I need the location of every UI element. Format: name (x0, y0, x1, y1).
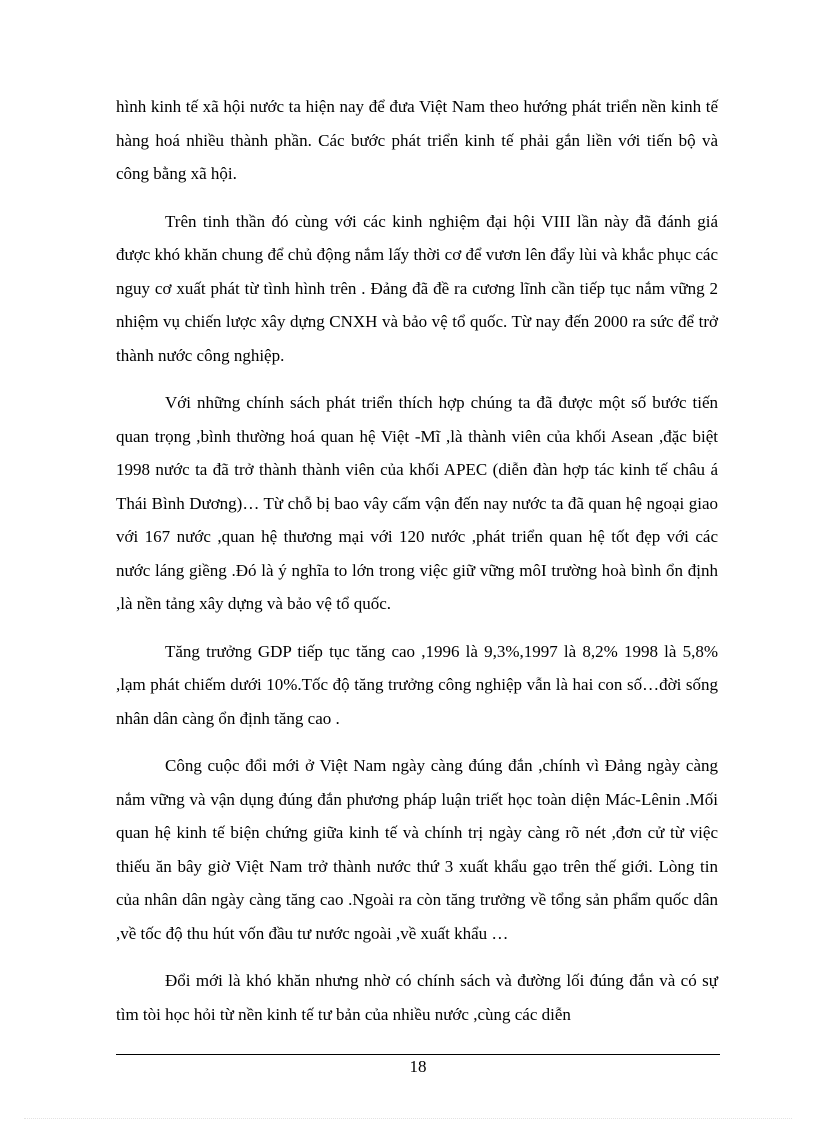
paragraph-5: Công cuộc đổi mới ở Việt Nam ngày càng đúng đắn ,chính vì Đảng ngày càng nắm vững và vận dụng đúng đắn phương pháp luận triết học toàn diện Mác-Lênin .Mối quan hệ kinh tế biện chứng giữa kinh tế và chính trị ngày càng rõ nét ,đơn cử từ việc thiếu ăn bây giờ Việt Nam trở thành nước thứ 3 xuất khẩu gạo trên thế giới. Lòng tin của nhân dân ngày càng tăng cao .Ngoài ra còn tăng trưởng về tổng sản phẩm quốc dân ,về tốc độ thu hút vốn đầu tư nước ngoài ,về xuất khẩu … (116, 756, 718, 943)
page-number: 18 (409, 1057, 427, 1076)
paragraph-2: Trên tinh thần đó cùng với các kinh nghiệm đại hội VIII lần này đã đánh giá được khó khăn chung để chủ động nắm lấy thời cơ để vươn lên đẩy lùi và khắc phục các nguy cơ xuất phát từ tình hình trên . Đảng đã đề ra cương lĩnh cần tiếp tục nắm vững 2 nhiệm vụ chiến lược xây dựng CNXH và bảo vệ tổ quốc. Từ nay đến 2000 ra sức để trở thành nước công nghiệp. (116, 211, 718, 365)
footer-divider (116, 1054, 720, 1055)
page-bottom-border (24, 1118, 792, 1119)
paragraph-1: hình kinh tế xã hội nước ta hiện nay để đưa Việt Nam theo hướng phát triển nền kinh tế hàng hoá nhiều thành phần. Các bước phát triển kinh tế phải gắn liền với tiến bộ và công bằng xã hội. (116, 97, 718, 183)
body-text (116, 90, 718, 1045)
paragraph-3: Với những chính sách phát triển thích hợp chúng ta đã được một số bước tiến quan trọng ,bình thường hoá quan hệ Việt -Mĩ ,là thành viên của khối Asean ,đặc biệt 1998 nước ta đã trở thành thành viên của khối APEC (diễn đàn hợp tác kinh tế châu á Thái Bình Dương)… Từ chỗ bị bao vây cấm vận đến nay nước ta đã quan hệ ngoại giao với 167 nước ,quan hệ thương mại với 120 nước ,phát triển quan hệ tốt đẹp với các nước láng giềng .Đó là ý nghĩa to lớn trong việc giữ vững môI trường hoà bình ổn định ,là nền tảng xây dựng và bảo vệ tổ quốc. (116, 393, 718, 613)
paragraph-4: Tăng trưởng GDP tiếp tục tăng cao ,1996 là 9,3%,1997 là 8,2% 1998 là 5,8% ,lạm phát chiếm dưới 10%.Tốc độ tăng trưởng công nghiệp vẫn là hai con số…đời sống nhân dân càng ổn định tăng cao . (116, 641, 718, 728)
paragraph-6: Đổi mới là khó khăn nhưng nhờ có chính sách và đường lối đúng đắn và có sự tìm tòi học hỏi từ nền kinh tế tư bản của nhiều nước ,cùng các diễn (116, 971, 718, 1024)
